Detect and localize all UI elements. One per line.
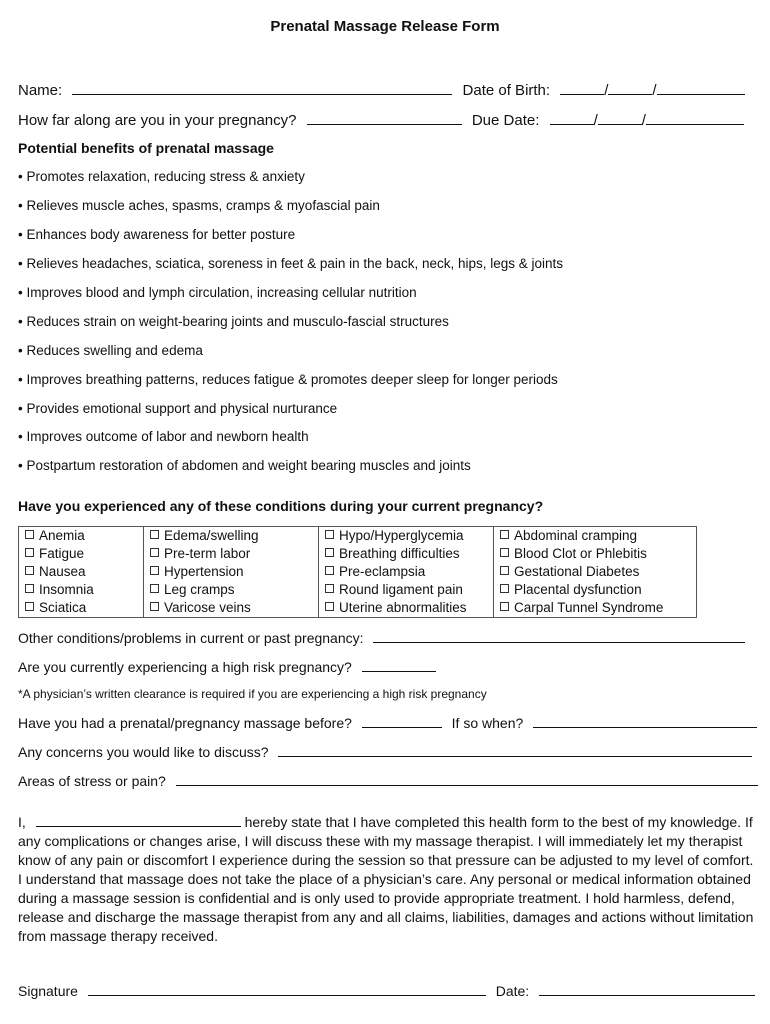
stress-areas-row [18, 771, 758, 791]
concerns-row [18, 742, 752, 762]
due-month-field[interactable] [550, 110, 594, 125]
benefit-item: • Relieves muscle aches, spasms, cramps & myofascial pain [18, 198, 380, 213]
other-conditions-label: Other conditions/problems in current or past pregnancy: [18, 630, 364, 646]
condition-checkbox[interactable]: Pre-term labor [150, 545, 318, 563]
benefit-item: • Postpartum restoration of abdomen and weight bearing muscles and joints [18, 458, 471, 473]
condition-checkbox[interactable]: Uterine abnormalities [325, 599, 493, 617]
due-date-label: Due Date: [471, 112, 540, 129]
if-so-when-field[interactable] [533, 713, 757, 728]
benefit-item: • Reduces strain on weight-bearing joints and musculo-fascial structures [18, 314, 449, 329]
condition-checkbox[interactable]: Varicose veins [150, 599, 318, 617]
signature-label: Signature [18, 983, 78, 999]
benefit-item: • Provides emotional support and physical nurturance [18, 401, 338, 416]
other-conditions-field[interactable] [373, 628, 745, 643]
release-name-field[interactable] [36, 812, 241, 827]
dob-label: Date of Birth: [462, 82, 551, 99]
due-year-field[interactable] [646, 110, 744, 125]
condition-checkbox[interactable]: Hypo/Hyperglycemia [325, 527, 493, 545]
condition-checkbox[interactable]: Pre-eclampsia [325, 563, 493, 581]
condition-checkbox[interactable]: Abdominal cramping [500, 527, 696, 545]
conditions-heading: Have you experienced any of these conditions during your current pregnancy? [18, 498, 544, 514]
signature-date-field[interactable] [539, 981, 755, 996]
high-risk-label: Are you currently experiencing a high risk pregnancy? [18, 659, 352, 675]
benefit-item: • Improves outcome of labor and newborn health [18, 429, 309, 444]
conditions-column [144, 527, 319, 618]
signature-row [18, 981, 755, 1001]
benefit-item: • Improves breathing patterns, reduces fatigue & promotes deeper sleep for longer periods [18, 372, 558, 387]
condition-checkbox[interactable]: Placental dysfunction [500, 581, 696, 599]
condition-checkbox[interactable]: Hypertension [150, 563, 318, 581]
had-massage-label: Have you had a prenatal/pregnancy massage before? [18, 715, 352, 731]
had-massage-field[interactable] [362, 713, 442, 728]
name-row: Name: Date of Birth: / / [18, 80, 745, 101]
condition-checkbox[interactable]: Nausea [25, 563, 143, 581]
conditions-column [19, 527, 144, 618]
condition-checkbox[interactable]: Breathing difficulties [325, 545, 493, 563]
dob-month-field[interactable] [560, 80, 604, 95]
condition-checkbox[interactable]: Carpal Tunnel Syndrome [500, 599, 696, 617]
page-title: Prenatal Massage Release Form [270, 18, 500, 35]
pregnancy-row: How far along are you in your pregnancy? Due Date: / / [18, 110, 744, 131]
stress-areas-field[interactable] [176, 771, 758, 786]
had-massage-row [18, 713, 757, 733]
dob-year-field[interactable] [657, 80, 745, 95]
condition-checkbox[interactable]: Insomnia [25, 581, 143, 599]
condition-checkbox[interactable]: Sciatica [25, 599, 143, 617]
dob-day-field[interactable] [608, 80, 652, 95]
clearance-note: *A physician’s written clearance is required if you are experiencing a high risk pregnancy [18, 687, 487, 701]
release-statement-first: hereby state that I have completed this health form to the best of my knowledge. [244, 814, 742, 830]
if-so-when-label: If so when? [451, 715, 524, 731]
condition-checkbox[interactable]: Edema/swelling [150, 527, 318, 545]
benefit-item: • Promotes relaxation, reducing stress & anxiety [18, 169, 305, 184]
name-field[interactable] [72, 80, 452, 95]
high-risk-field[interactable] [362, 657, 436, 672]
condition-checkbox[interactable]: Anemia [25, 527, 143, 545]
signature-date-label: Date: [495, 983, 530, 999]
conditions-table [18, 526, 697, 618]
condition-checkbox[interactable]: Fatigue [25, 545, 143, 563]
high-risk-row [18, 657, 436, 677]
concerns-label: Any concerns you would like to discuss? [18, 744, 269, 760]
release-statement [18, 812, 758, 946]
conditions-column [494, 527, 697, 618]
conditions-column [319, 527, 494, 618]
benefit-item: • Enhances body awareness for better posture [18, 227, 296, 242]
stress-areas-label: Areas of stress or pain? [18, 773, 166, 789]
condition-checkbox[interactable]: Round ligament pain [325, 581, 493, 599]
name-label: Name: [18, 82, 63, 99]
condition-checkbox[interactable]: Leg cramps [150, 581, 318, 599]
condition-checkbox[interactable]: Blood Clot or Phlebitis [500, 545, 696, 563]
due-day-field[interactable] [598, 110, 642, 125]
release-statement-rest: If any complications or changes arise, I will discuss these with my massage therapist. I will immediately let my therapist know of any pain or discomfort I experience during the session so that pressure can be adjusted to my level of comfort. I understand that massage does not take the place of a physician’s care. Any personal or medical information obtained during a massage session is confidential and is only used to provide appropriate treatment. I hold harmless, defend, release and discharge the massage therapist from any and all claims, liabilities, damages and actions without limitation from massage therapy received. [18, 814, 754, 944]
benefit-item: • Improves blood and lymph circulation, increasing cellular nutrition [18, 285, 417, 300]
other-conditions-row [18, 628, 745, 648]
concerns-field[interactable] [278, 742, 752, 757]
signature-field[interactable] [88, 981, 486, 996]
pregnancy-label: How far along are you in your pregnancy? [18, 112, 297, 129]
benefits-heading: Potential benefits of prenatal massage [18, 140, 274, 156]
release-i-label: I, [18, 814, 26, 830]
benefit-item: • Reduces swelling and edema [18, 343, 203, 358]
condition-checkbox[interactable]: Gestational Diabetes [500, 563, 696, 581]
benefit-item: • Relieves headaches, sciatica, soreness in feet & pain in the back, neck, hips, legs & joints [18, 256, 564, 271]
pregnancy-field[interactable] [307, 110, 462, 125]
